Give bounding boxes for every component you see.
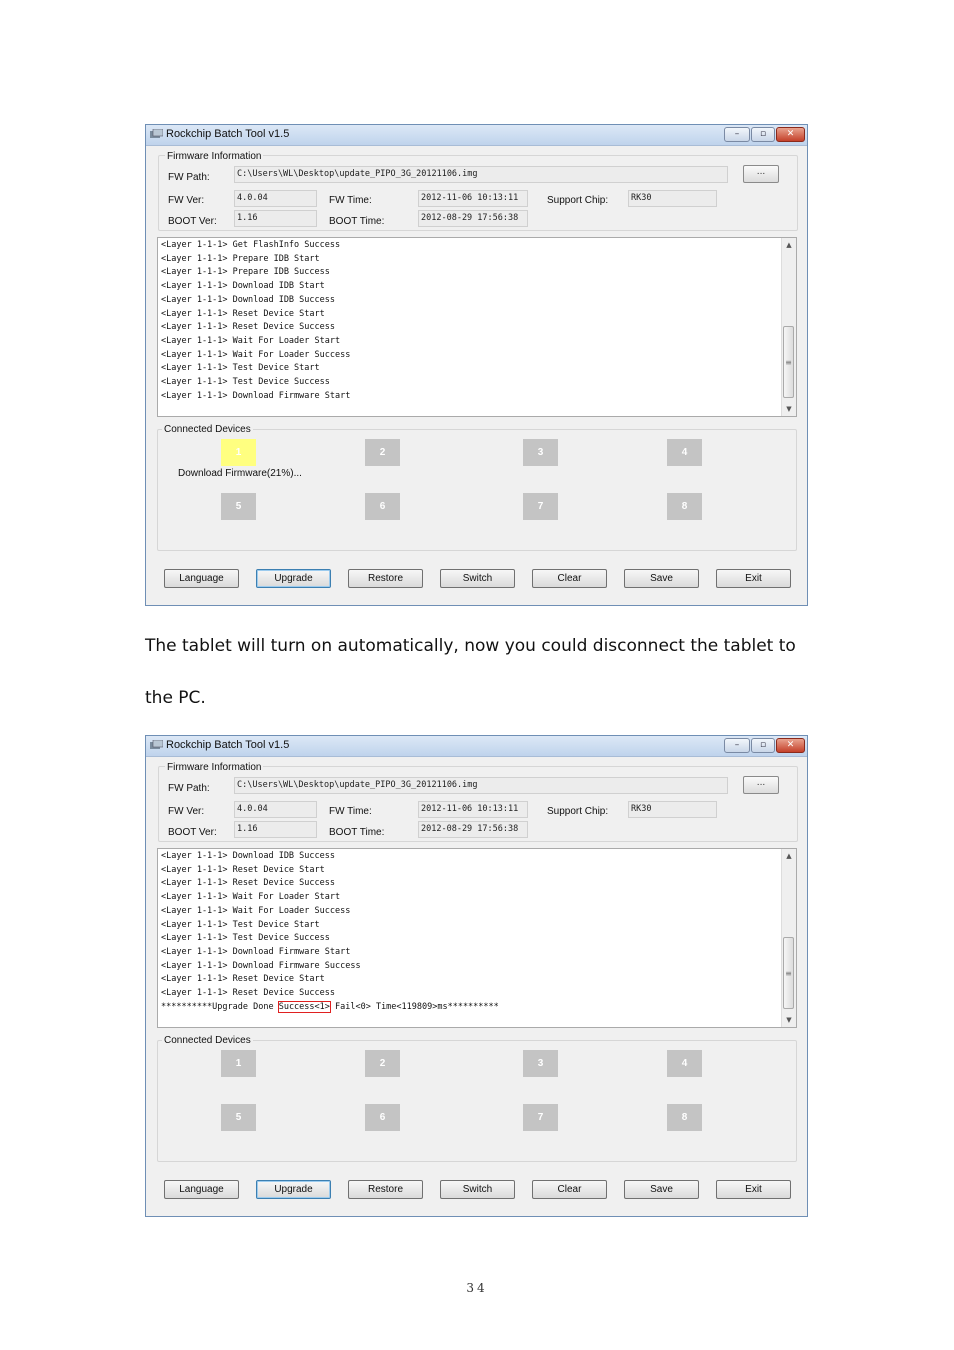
language-button[interactable]: Language	[164, 1180, 239, 1199]
title-bar[interactable]	[146, 736, 807, 757]
log-line: <Layer 1-1-1> Get FlashInfo Success	[161, 240, 341, 250]
app-icon	[150, 740, 163, 751]
maximize-button[interactable]: ▫	[751, 127, 775, 142]
minimize-button[interactable]: –	[724, 738, 750, 753]
device-slot-3[interactable]: 3	[523, 439, 558, 466]
log-line: <Layer 1-1-1> Download Firmware Start	[161, 946, 351, 957]
scroll-thumb[interactable]: ≡	[783, 937, 794, 1009]
device-slot-5[interactable]: 5	[221, 493, 256, 520]
close-button[interactable]: ✕	[776, 127, 805, 142]
device-slot-4[interactable]: 4	[667, 439, 702, 466]
browse-button[interactable]: ...	[743, 165, 779, 183]
boot-ver-field: 1.16	[234, 210, 317, 227]
app-icon	[150, 129, 163, 140]
support-chip-label: Support Chip:	[547, 806, 609, 817]
log-line: <Layer 1-1-1> Reset Device Success	[161, 988, 335, 999]
log-line: <Layer 1-1-1> Wait For Loader Start	[161, 892, 341, 903]
device-slot-4[interactable]: 4	[667, 1050, 702, 1077]
firmware-info-label: Firmware Information	[167, 151, 262, 162]
scroll-down-arrow-icon[interactable]: ▼	[786, 405, 792, 413]
log-scrollbar[interactable]	[781, 849, 796, 1027]
log-line: <Layer 1-1-1> Prepare IDB Success	[161, 267, 330, 278]
log-lines	[161, 850, 499, 1014]
device-slot-1[interactable]: 1	[221, 439, 256, 466]
log-lines	[161, 239, 350, 403]
restore-button[interactable]: Restore	[348, 569, 423, 588]
connected-devices-label: Connected Devices	[164, 1035, 251, 1046]
caption-line-1: The tablet will turn on automatically, now you could disconnect the tablet to	[145, 636, 796, 656]
device-slot-7[interactable]: 7	[523, 493, 558, 520]
log-line: <Layer 1-1-1> Download IDB Success	[161, 851, 335, 861]
minimize-button[interactable]: –	[724, 127, 750, 142]
switch-button[interactable]: Switch	[440, 569, 515, 588]
log-line: <Layer 1-1-1> Reset Device Start	[161, 974, 325, 985]
scroll-down-arrow-icon[interactable]: ▼	[786, 1016, 792, 1024]
device-slot-2[interactable]: 2	[365, 1050, 400, 1077]
fw-time-label: FW Time:	[329, 806, 372, 817]
fw-path-field[interactable]: C:\Users\WL\Desktop\update_PIPO_3G_20121106.img	[234, 166, 728, 183]
fw-time-field: 2012-11-06 10:13:11	[418, 190, 528, 207]
boot-time-field: 2012-08-29 17:56:38	[418, 821, 528, 838]
boot-time-field: 2012-08-29 17:56:38	[418, 210, 528, 227]
fw-time-label: FW Time:	[329, 195, 372, 206]
device-slot-5[interactable]: 5	[221, 1104, 256, 1131]
log-line: <Layer 1-1-1> Wait For Loader Success	[161, 349, 351, 360]
firmware-info-label: Firmware Information	[167, 762, 262, 773]
support-chip-field: RK30	[628, 190, 717, 207]
scroll-thumb[interactable]: ≡	[783, 326, 794, 398]
fw-time-field: 2012-11-06 10:13:11	[418, 801, 528, 818]
log-line: <Layer 1-1-1> Wait For Loader Success	[161, 905, 351, 916]
connected-devices-group	[157, 424, 797, 551]
maximize-button[interactable]: ▫	[751, 738, 775, 753]
caption-line-2: the PC.	[145, 688, 206, 708]
title-bar[interactable]	[146, 125, 807, 146]
save-button[interactable]: Save	[624, 569, 699, 588]
fw-path-field[interactable]: C:\Users\WL\Desktop\update_PIPO_3G_20121106.img	[234, 777, 728, 794]
log-line: <Layer 1-1-1> Download IDB Start	[161, 281, 325, 292]
fw-path-label: FW Path:	[168, 172, 210, 183]
support-chip-label: Support Chip:	[547, 195, 609, 206]
log-line: <Layer 1-1-1> Test Device Start	[161, 919, 320, 930]
connected-devices-label: Connected Devices	[164, 424, 251, 435]
exit-button[interactable]: Exit	[716, 569, 791, 588]
connected-devices-group	[157, 1035, 797, 1162]
boot-time-label: BOOT Time:	[329, 827, 385, 838]
window-title: Rockchip Batch Tool v1.5	[166, 128, 290, 140]
log-textbox[interactable]	[157, 848, 797, 1028]
boot-ver-label: BOOT Ver:	[168, 216, 217, 227]
boot-time-label: BOOT Time:	[329, 216, 385, 227]
device-slot-1[interactable]: 1	[221, 1050, 256, 1077]
log-line: <Layer 1-1-1> Test Device Success	[161, 377, 330, 388]
log-line: <Layer 1-1-1> Prepare IDB Start	[161, 253, 320, 264]
restore-button[interactable]: Restore	[348, 1180, 423, 1199]
log-line: <Layer 1-1-1> Wait For Loader Start	[161, 335, 341, 346]
window-title: Rockchip Batch Tool v1.5	[166, 739, 290, 751]
success-count-highlight: Success<1>	[278, 1001, 330, 1012]
scroll-up-arrow-icon[interactable]: ▲	[786, 852, 792, 860]
log-line: <Layer 1-1-1> Download IDB Success	[161, 294, 335, 305]
browse-button[interactable]: ...	[743, 776, 779, 794]
upgrade-done-line	[161, 1001, 499, 1015]
done-suffix: Fail<0> Time<119809>ms**********	[329, 1001, 499, 1012]
clear-button[interactable]: Clear	[532, 1180, 607, 1199]
device-slot-6[interactable]: 6	[365, 493, 400, 520]
device-slot-6[interactable]: 6	[365, 1104, 400, 1131]
log-line: <Layer 1-1-1> Test Device Start	[161, 363, 320, 374]
log-scrollbar[interactable]	[781, 238, 796, 416]
log-line: <Layer 1-1-1> Download Firmware Success	[161, 960, 361, 971]
scroll-up-arrow-icon[interactable]: ▲	[786, 241, 792, 249]
log-line: <Layer 1-1-1> Download Firmware Start	[161, 390, 351, 401]
switch-button[interactable]: Switch	[440, 1180, 515, 1199]
boot-ver-field: 1.16	[234, 821, 317, 838]
log-line: <Layer 1-1-1> Reset Device Success	[161, 322, 335, 333]
device-slot-8[interactable]: 8	[667, 493, 702, 520]
fw-ver-field: 4.0.04	[234, 801, 317, 818]
device-slot-7[interactable]: 7	[523, 1104, 558, 1131]
exit-button[interactable]: Exit	[716, 1180, 791, 1199]
device-slot-8[interactable]: 8	[667, 1104, 702, 1131]
page-number: 34	[466, 1281, 488, 1295]
device-status: Download Firmware(21%)...	[178, 468, 302, 479]
upgrade-button[interactable]: Upgrade	[256, 1180, 331, 1199]
clear-button[interactable]: Clear	[532, 569, 607, 588]
fw-ver-field: 4.0.04	[234, 190, 317, 207]
boot-ver-label: BOOT Ver:	[168, 827, 217, 838]
upgrade-button[interactable]: Upgrade	[256, 569, 331, 588]
log-line: <Layer 1-1-1> Reset Device Start	[161, 864, 325, 875]
support-chip-field: RK30	[628, 801, 717, 818]
batch-tool-window-2	[145, 735, 808, 1217]
done-prefix: **********Upgrade Done	[161, 1001, 279, 1012]
save-button[interactable]: Save	[624, 1180, 699, 1199]
log-line: <Layer 1-1-1> Test Device Success	[161, 933, 330, 944]
log-line: <Layer 1-1-1> Reset Device Success	[161, 878, 335, 889]
device-slot-3[interactable]: 3	[523, 1050, 558, 1077]
device-slot-2[interactable]: 2	[365, 439, 400, 466]
batch-tool-window-1	[145, 124, 808, 606]
log-line: <Layer 1-1-1> Reset Device Start	[161, 308, 325, 319]
fw-ver-label: FW Ver:	[168, 195, 205, 206]
fw-path-label: FW Path:	[168, 783, 210, 794]
log-textbox[interactable]	[157, 237, 797, 417]
language-button[interactable]: Language	[164, 569, 239, 588]
fw-ver-label: FW Ver:	[168, 806, 205, 817]
close-button[interactable]: ✕	[776, 738, 805, 753]
